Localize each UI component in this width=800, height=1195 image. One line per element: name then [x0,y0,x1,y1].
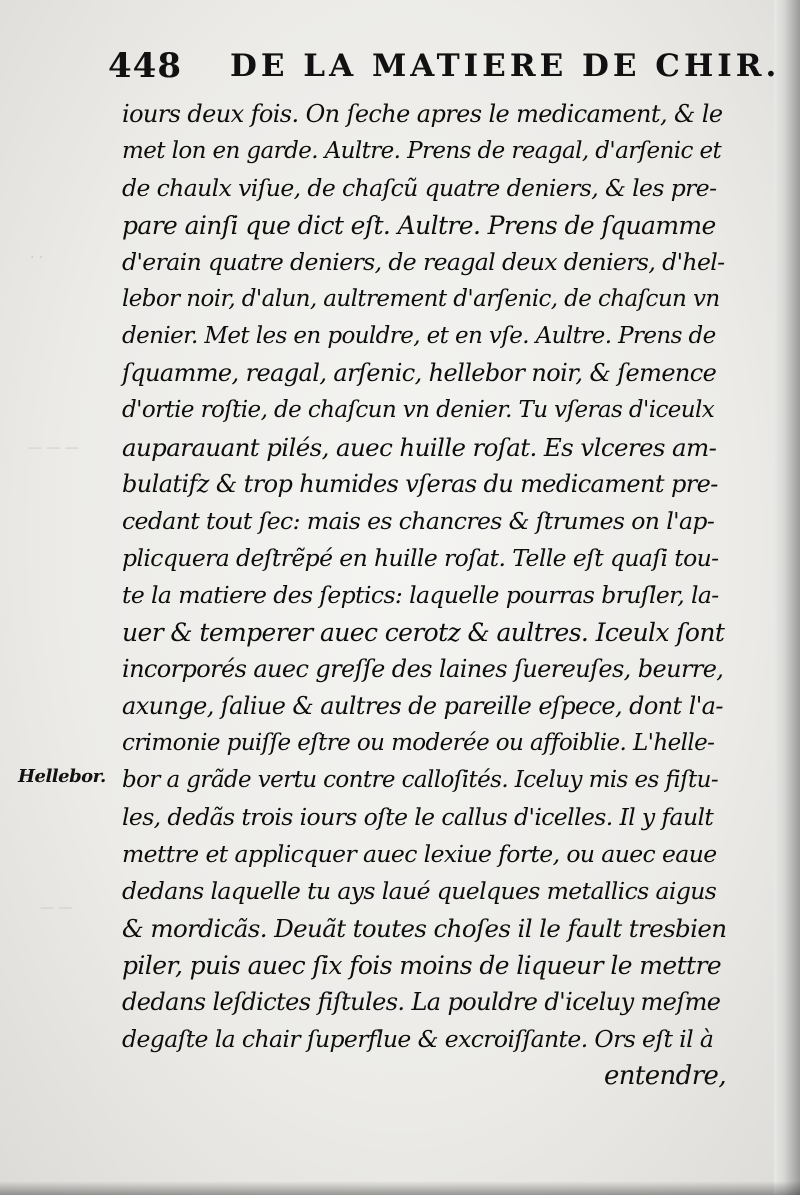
text-line: d'erain quatre deniers, de reagal deux deniers, d'hel- [122,248,725,276]
text-line: incorporés auec greſſe des laines ſuereuſes, beurre, [122,655,724,683]
text-line: de chaulx viſue, de chaſcũ quatre deniers, & les pre- [122,174,717,202]
text-line: piler, puis auec ſix fois moins de liqueur le mettre [122,951,722,980]
text-line: mettre et applicquer auec lexiue forte, ou auec eaue [122,840,717,868]
running-head: DE LA MATIERE DE CHIR. [230,48,781,84]
text-line: cedant tout ſec: mais es chancres & ſtrumes on l'ap- [122,507,715,535]
page-number: 448 [108,46,182,86]
text-line: dedans laquelle tu ays laué quelques metallics aigus [122,877,717,905]
page-gutter-shadow [774,0,800,1195]
catchword-line: entendre, [603,1061,726,1091]
text-line: bor a grãde vertu contre calloſités. Iceluy mis es fiſtu- [122,767,719,793]
text-line: met lon en garde. Aultre. Prens de reagal, d'arſenic et [122,138,722,164]
margin-note: Hellebor. [18,766,106,787]
text-line: lebor noir, d'alun, aultrement d'arſenic, de chaſcun vn [122,286,720,312]
page-header [108,44,781,88]
text-line: axunge, ſaliue & aultres de pareille eſpece, dont l'a- [122,692,723,720]
text-line: iours deux fois. On ſeche apres le medicament, & le [122,100,723,128]
bleed-through-mark: · · [30,250,44,266]
text-line: denier. Met les en pouldre, et en vſe. Aultre. Prens de [122,323,716,349]
text-line: & mordicãs. Deuãt toutes choſes il le fault tresbien [122,914,727,943]
text-line: plicquera deſtrẽpé en huille roſat. Telle eſt quaſi tou- [122,544,719,572]
text-line: degaſte la chair ſuperflue & excroiſſante. Ors eſt il à [122,1025,714,1053]
text-line: pare ainſi que dict eſt. Aultre. Prens de ſquamme [122,211,716,240]
text-line: crimonie puiſſe eſtre ou moderée ou affoiblie. L'helle- [122,730,715,756]
body-text [122,96,726,1095]
bleed-through-mark: — — [40,900,73,916]
text-line: auparauant pilés, auec huille roſat. Es vlceres am- [122,433,717,462]
text-line: d'ortie roſtie, de chaſcun vn denier. Tu vſeras d'iceulx [122,397,715,423]
text-line: dedans leſdictes fiſtules. La pouldre d'iceluy meſme [122,988,721,1016]
bleed-through-mark: — — — [28,440,79,456]
page-bottom-shadow [0,1181,800,1195]
text-line: bulatifz & trop humides vſeras du medicament pre- [122,470,718,498]
text-line: te la matiere des ſeptics: laquelle pourras bruſler, la- [122,581,719,609]
text-line: les, dedãs trois iours oſte le callus d'icelles. Il y fault [122,803,714,831]
text-line: ſquamme, reagal, arſenic, hellebor noir, & ſemence [122,359,717,387]
text-line: uer & temperer auec cerotz & aultres. Iceulx ſont [122,618,725,647]
